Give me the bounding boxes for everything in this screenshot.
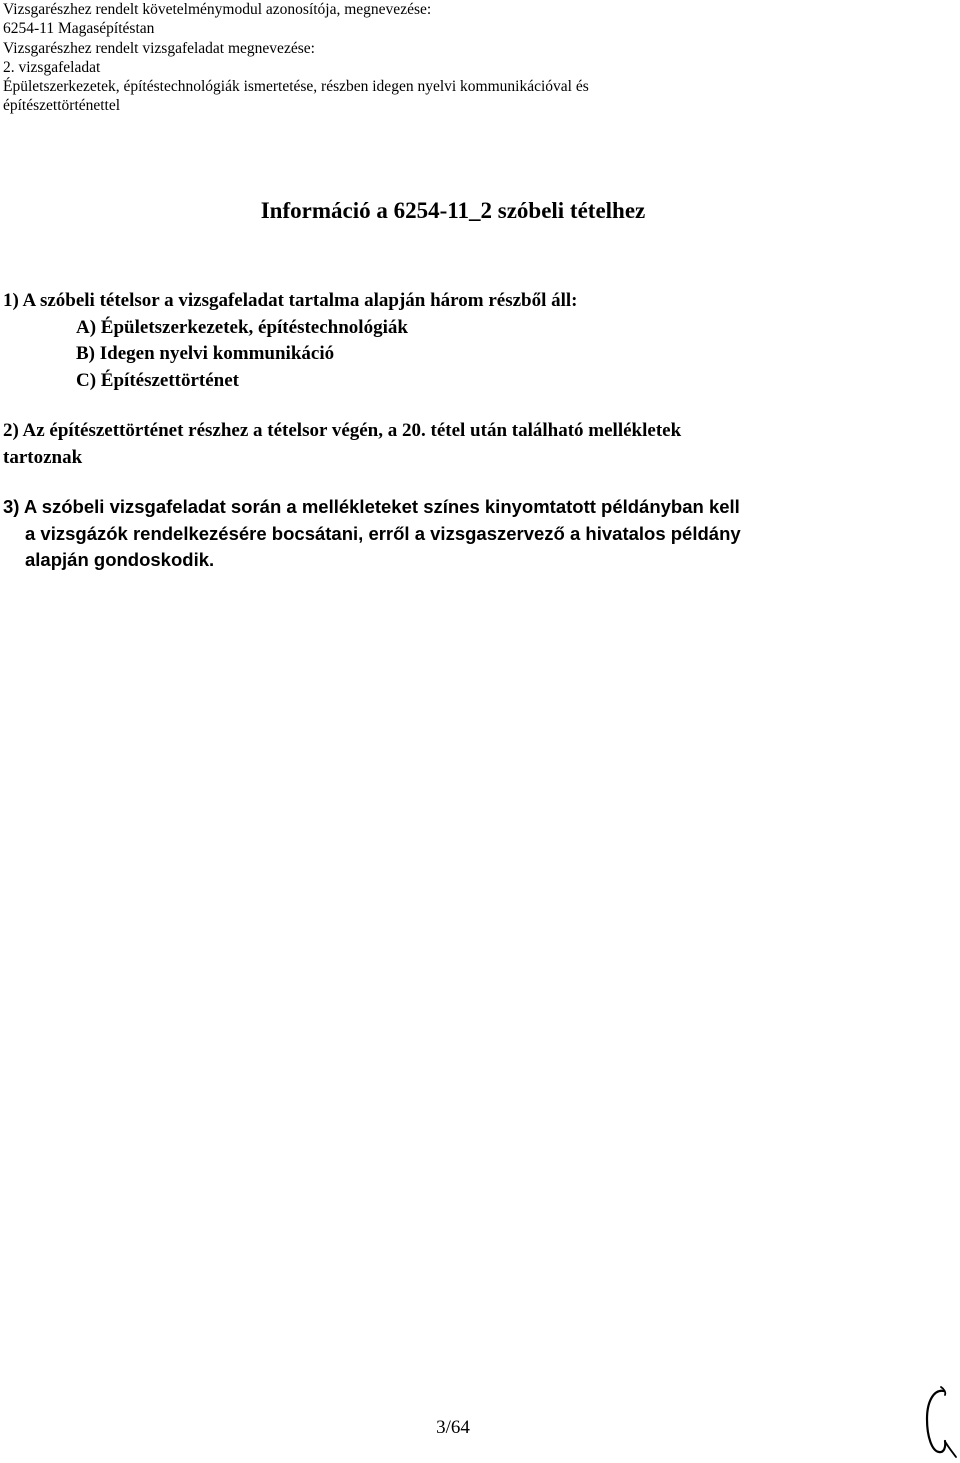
section-1-item-c: C) Építészettörténet [76, 369, 240, 391]
section-3-line-2: a vizsgázók rendelkezésére bocsátani, erről a vizsgaszervező a hivatalos példány [25, 522, 741, 544]
header-line-task-number: 2. vizsgafeladat [3, 58, 101, 76]
signature-icon [918, 1385, 958, 1460]
page-number: 3/64 [436, 1417, 470, 1438]
section-1-intro: 1) A szóbeli tételsor a vizsgafeladat tartalma alapján három részből áll: [3, 290, 578, 311]
section-3-line-3: alapján gondoskodik. [25, 549, 215, 570]
section-1 [3, 288, 903, 394]
section-1-item-a: A) Épületszerkezetek, építéstechnológiák [76, 316, 408, 338]
section-2 [3, 418, 903, 471]
section-3 [3, 494, 823, 574]
section-3-line-1: 3) A szóbeli vizsgafeladat során a mellékleteket színes kinyomtatott példányban kell [3, 496, 740, 517]
header-line-task-name-cont: építészettörténettel [3, 97, 121, 115]
document-header [3, 0, 943, 116]
header-line-module-name: 6254-11 Magasépítéstan [3, 20, 155, 38]
section-1-item-b: B) Idegen nyelvi kommunikáció [76, 343, 335, 364]
section-2-line-1: 2) Az építészettörténet részhez a tételsor végén, a 20. tétel után található mellékletek [3, 420, 682, 441]
page-title: Információ a 6254-11_2 szóbeli tételhez [260, 198, 646, 223]
header-line-module-label: Vizsgarészhez rendelt követelménymodul azonosítója, megnevezése: [3, 1, 432, 18]
header-line-task-label: Vizsgarészhez rendelt vizsgafeladat megnevezése: [3, 39, 315, 57]
section-2-line-2: tartoznak [3, 446, 83, 468]
header-line-task-name: Épületszerkezetek, építéstechnológiák ismertetése, részben idegen nyelvi kommunikációval és [3, 78, 589, 96]
